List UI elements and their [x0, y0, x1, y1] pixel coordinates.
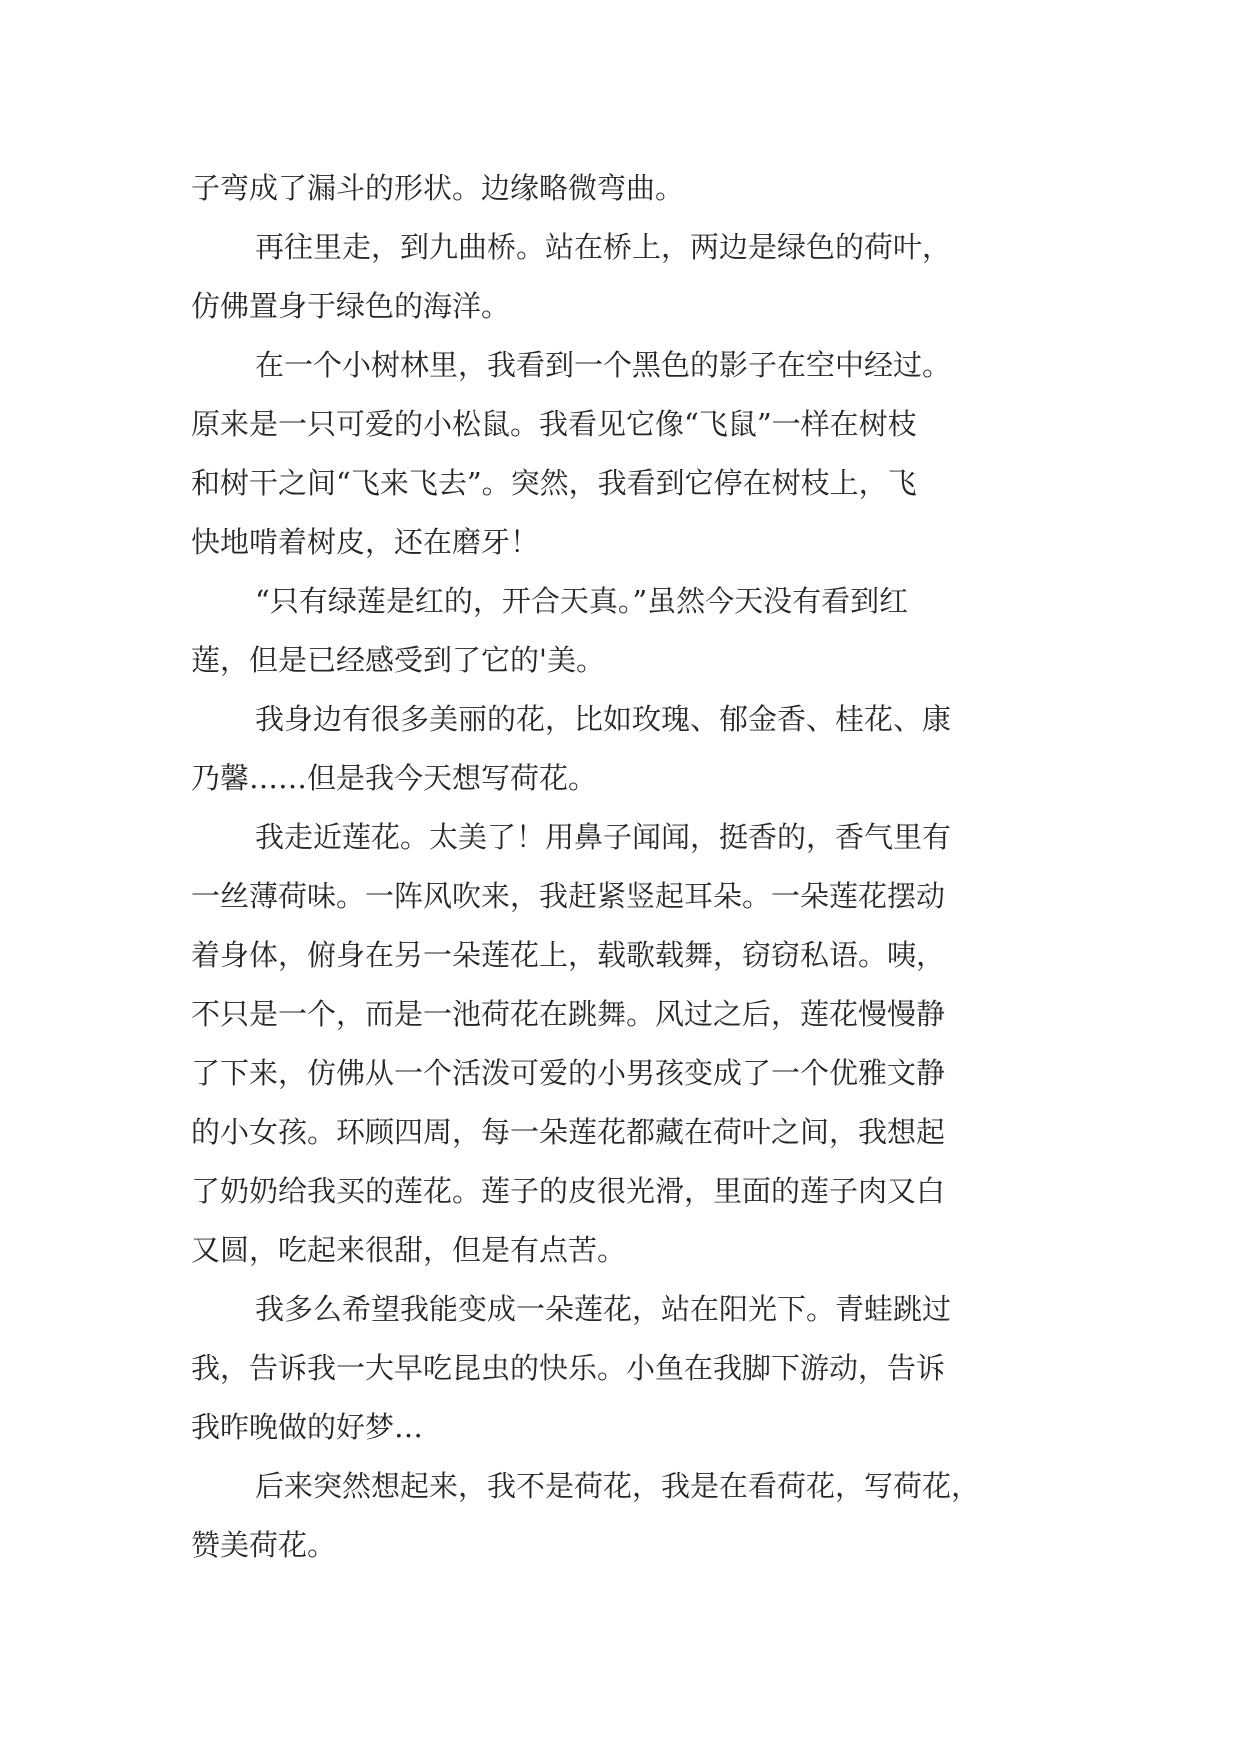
- paragraph-line: 赞美荷花。: [191, 1528, 337, 1562]
- paragraph-line: 的小女孩。环顾四周，每一朵莲花都藏在荷叶之间，我想起: [191, 1115, 946, 1149]
- paragraph-line: 莲，但是已经感受到了它的'美。: [191, 643, 605, 677]
- paragraph-line: 原来是一只可爱的小松鼠。我看见它像“飞鼠”一样在树枝: [191, 407, 917, 441]
- paragraph-line: 了奶奶给我买的莲花。莲子的皮很光滑，里面的莲子肉又白: [191, 1174, 946, 1208]
- paragraph-line: 仿佛置身于绿色的海洋。: [191, 289, 511, 323]
- paragraph-line: 后来突然想起来，我不是荷花，我是在看荷花，写荷花，: [255, 1469, 981, 1503]
- paragraph-line: 我，告诉我一大早吃昆虫的快乐。小鱼在我脚下游动，告诉: [191, 1351, 946, 1385]
- paragraph-line: 乃馨……但是我今天想写荷花。: [191, 761, 598, 795]
- paragraph-line: 子弯成了漏斗的形状。边缘略微弯曲。: [191, 171, 685, 205]
- paragraph-1: [191, 159, 1091, 218]
- paragraph-line: 再往里走，到九曲桥。站在桥上，两边是绿色的荷叶，: [255, 230, 952, 264]
- paragraph-5: [191, 690, 1091, 808]
- paragraph-line: 着身体，俯身在另一朵莲花上，载歌载舞，窃窃私语。咦，: [191, 938, 946, 972]
- paragraph-2: [191, 218, 1091, 336]
- paragraph-6: [191, 808, 1091, 1280]
- paragraph-line: 了下来，仿佛从一个活泼可爱的小男孩变成了一个优雅文静: [191, 1056, 946, 1090]
- essay-body: [191, 159, 1091, 1575]
- paragraph-line: 快地啃着树皮，还在磨牙！: [191, 525, 540, 559]
- paragraph-line: “只有绿莲是红的，开合天真。”虽然今天没有看到红: [255, 584, 909, 618]
- paragraph-3: [191, 336, 1091, 572]
- paragraph-line: 和树干之间“飞来飞去”。突然，我看到它停在树枝上，飞: [191, 466, 917, 500]
- paragraph-8: [191, 1457, 1091, 1575]
- paragraph-line: 又圆，吃起来很甜，但是有点苦。: [191, 1233, 627, 1267]
- paragraph-line: 一丝薄荷味。一阵风吹来，我赶紧竖起耳朵。一朵莲花摆动: [191, 879, 946, 913]
- paragraph-line: 我身边有很多美丽的花，比如玫瑰、郁金香、桂花、康: [255, 702, 952, 736]
- paragraph-7: [191, 1280, 1091, 1457]
- paragraph-4: [191, 572, 1091, 690]
- paragraph-line: 我走近莲花。太美了！用鼻子闻闻，挺香的，香气里有: [255, 820, 952, 854]
- paragraph-line: 我昨晚做的好梦…: [191, 1410, 424, 1444]
- paragraph-line: 不只是一个，而是一池荷花在跳舞。风过之后，莲花慢慢静: [191, 997, 946, 1031]
- paragraph-line: 在一个小树林里，我看到一个黑色的影子在空中经过。: [255, 348, 952, 382]
- paragraph-line: 我多么希望我能变成一朵莲花，站在阳光下。青蛙跳过: [255, 1292, 952, 1326]
